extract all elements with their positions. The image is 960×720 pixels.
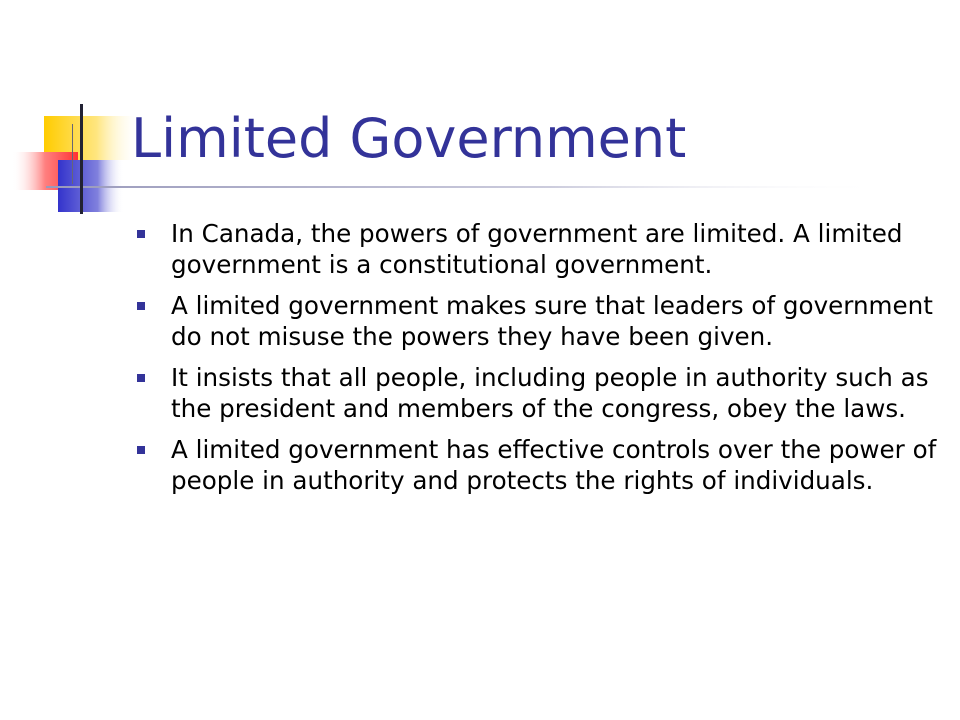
title-underline xyxy=(46,186,886,188)
bullet-text: A limited government makes sure that leaders of government do not misuse the powers they have been given. xyxy=(171,291,933,351)
bullet-list xyxy=(171,218,941,506)
bullet-text: It insists that all people, including people in authority such as the president and members of the congress, obey the laws. xyxy=(171,363,929,423)
slide-title: Limited Government xyxy=(131,107,687,170)
vertical-line-thin xyxy=(72,124,73,184)
bullet-item xyxy=(171,290,941,352)
bullet-text: In Canada, the powers of government are limited. A limited government is a constitutional government. xyxy=(171,219,903,279)
bullet-item xyxy=(171,362,941,424)
bullet-square-icon xyxy=(137,446,145,454)
bullet-square-icon xyxy=(137,374,145,382)
bullet-square-icon xyxy=(137,230,145,238)
bullet-square-icon xyxy=(137,302,145,310)
bullet-text: A limited government has effective controls over the power of people in authority and protects the rights of individuals. xyxy=(171,435,937,495)
vertical-line xyxy=(80,104,83,214)
bullet-item xyxy=(171,434,941,496)
bullet-item xyxy=(171,218,941,280)
